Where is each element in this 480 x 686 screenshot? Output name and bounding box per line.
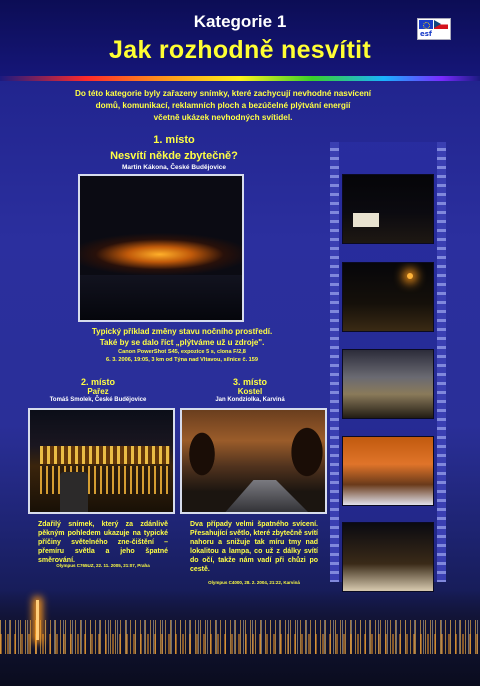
esf-logo-text: esf (420, 30, 432, 38)
rainbow-divider (0, 76, 480, 81)
place3-rank: 3. místo (232, 377, 267, 387)
film-photo-billboard (342, 174, 434, 244)
film-photo-snowy-park (342, 522, 434, 592)
eu-flag-icon (419, 20, 433, 29)
place1-tech-line: Canon PowerShot S45, expozice 5 s, clona F/2,8 (118, 349, 246, 355)
place3-photo-title: Kostel (237, 387, 263, 396)
place2-author: Tomáš Smolek, České Budějovice (49, 397, 147, 403)
riverbank-lights (40, 446, 170, 464)
tree-stump (60, 472, 88, 514)
place1-photo-title: Nesvítí někde zbytečně? (110, 150, 238, 162)
place3-caption: Dva případy velmi špatného svícení. Přesahující světlo, které zbytečně svítí nahoru a snižuje tak míru tmy nad lokalitou a lampa, co už z dálky svítí do očí, takže nám vadí při chůzi po cestě. (190, 521, 319, 573)
cz-flag-icon (434, 20, 448, 29)
place3-photo (180, 408, 327, 514)
lit-chimney (36, 600, 39, 640)
film-photo-street (342, 262, 434, 332)
place1-photo (78, 174, 244, 322)
film-photo-castle (342, 349, 434, 419)
place1-caption-line: Typický příklad změny stavu nočního prostředí. (91, 327, 273, 336)
place3-author: Jan Kondziolka, Karviná (215, 397, 285, 403)
filmstrip (330, 142, 446, 582)
place2-tech: Olympus C765UZ, 22. 11. 2005, 21:07, Praha (56, 563, 150, 568)
place1-tech-line: 6. 3. 2006, 19:05, 3 km od Týna nad Vltavou, silnice č. 159 (105, 357, 259, 363)
place1-caption-line: Také by se dalo říct „plýtváme už u zdroje". (99, 338, 265, 347)
dark-ground (80, 275, 244, 320)
intro-text (38, 88, 408, 124)
intro-line: včetně ukázek nevhodných svítidel. (153, 113, 293, 122)
intro-line: domů, komunikací, reklamních ploch a bezúčelné plýtvání energií (95, 101, 351, 110)
tree-silhouettes (182, 424, 327, 484)
place2-photo (28, 408, 175, 514)
place1-author: Martin Kákona, České Budějovice (121, 164, 227, 171)
place2-rank: 2. místo (80, 377, 115, 387)
category-label: Kategorie 1 (193, 12, 287, 31)
city-lights-panorama (0, 590, 480, 686)
place1-caption (60, 326, 304, 348)
place2-photo-title: Pařez (87, 387, 109, 396)
place2-caption: Zdařilý snímek, který za zdánlivě pěkným pohledem ukazuje na typické příčiny světelného zne-čištění – přemíru světla a jeho špatné směrování. (38, 521, 168, 564)
film-photo-snowy-house (342, 436, 434, 506)
orange-skyglow (80, 228, 244, 276)
place1-rank: 1. místo (153, 134, 195, 146)
park-path (222, 480, 312, 514)
city-lights-band (0, 634, 480, 654)
eu-esf-logo (417, 18, 451, 40)
place1-tech (60, 348, 304, 364)
page-title: Jak rozhodně nesvítit (109, 36, 371, 64)
intro-line: Do této kategorie byly zařazeny snímky, které zachycují nevhodné nasvícení (74, 89, 372, 98)
place3-tech: Olympus C4000, 28. 2. 2004, 21:22, Karviná (208, 580, 300, 585)
